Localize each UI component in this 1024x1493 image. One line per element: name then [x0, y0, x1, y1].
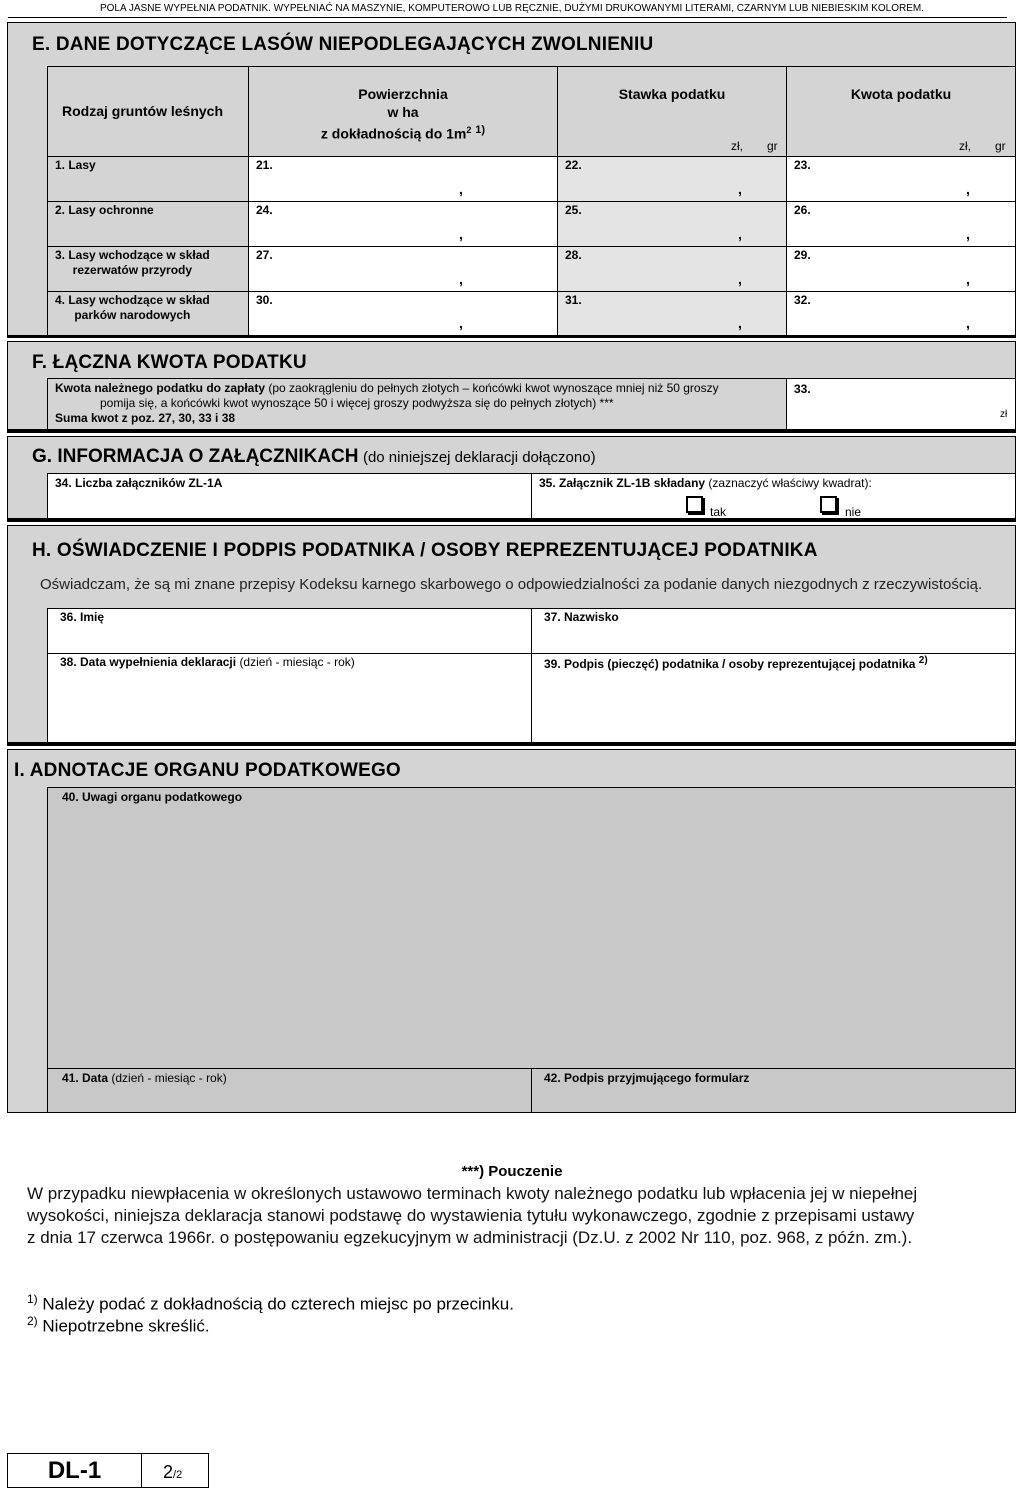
field-27-label: 27. — [256, 248, 273, 262]
footnote-1: $^{1)}$ Należy podać z dokładnością do czterech miejsc po przecinku. — [27, 1292, 514, 1314]
field-32[interactable] — [786, 291, 1016, 336]
field-26-comma: , — [966, 226, 970, 242]
field-33-label: 33. — [794, 382, 811, 396]
field-22[interactable] — [557, 156, 787, 202]
field-25[interactable] — [557, 201, 787, 247]
form-code: DL-1 — [47, 1457, 102, 1484]
checkbox-nie-label: nie — [845, 505, 862, 519]
field-30-label: 30. — [256, 293, 273, 307]
field-24-comma: , — [459, 226, 463, 242]
statement-text: Oświadczam, że są mi znane przepisy Kodeksu karnego skarbowego o odpowiedzialności za podanie danych niezgodnych z rzeczywistością. — [40, 576, 983, 593]
field-24[interactable] — [248, 201, 558, 247]
divider-e-f — [7, 335, 1016, 338]
field-39-label: 39. Podpis (pieczęć) podatnika / osoby reprezentującej podatnika $^{2)}$ — [544, 655, 928, 671]
field-32-comma: , — [966, 315, 970, 331]
page-number: 2/2 — [163, 1462, 183, 1482]
field-28[interactable] — [557, 246, 787, 292]
top-divider — [8, 17, 1007, 18]
field-40 — [47, 787, 1016, 1069]
section-h-title: H. OŚWIADCZENIE I PODPIS PODATNIKA / OSOBY REPREZENTUJĄCEJ PODATNIKA — [32, 540, 818, 561]
col-rate-header — [557, 66, 787, 157]
checkbox-nie[interactable] — [820, 496, 837, 513]
field-40-label: 40. Uwagi organu podatkowego — [62, 790, 243, 804]
field-41-label: 41. Data (dzień - miesiąc - rok) — [62, 1071, 227, 1085]
col-amount-unit-gr: gr — [995, 139, 1006, 153]
field-23-comma: , — [966, 181, 970, 197]
col-amount-label: Kwota podatku — [850, 86, 952, 102]
field-36-label: 36. Imię — [60, 610, 105, 624]
col-rate-unit-gr: gr — [767, 139, 778, 153]
footnote-2: $^{2)}$ Niepotrzebne skreślić. — [27, 1314, 210, 1336]
row4-type-label: 4. Lasy wchodzące w skład parków narodowych — [55, 293, 210, 322]
field-22-comma: , — [738, 181, 742, 197]
field-34-label: 34. Liczba załączników ZL-1A — [55, 476, 223, 490]
field-29-label: 29. — [794, 248, 811, 262]
col-amount-unit-zl: zł, — [959, 139, 971, 153]
row1-type-label: 1. Lasy — [55, 158, 96, 172]
divider-h-i — [7, 743, 1016, 746]
total-label: Kwota należnego podatku do zapłaty (po zaokrągleniu do pełnych złotych – końcówki kwot wynoszące mniej niż 50 groszy pomija się, a końcówki kwot wynoszące 50 i więcej groszy podwyższa się do pełnych złotych) *** Suma kwot z poz. 27, 30, 33 i 38 — [55, 381, 719, 425]
field-21-comma: , — [459, 181, 463, 197]
field-37-label: 37. Nazwisko — [544, 610, 619, 624]
row3-type-label: 3. Lasy wchodzące w skład rezerwatów przyrody — [55, 248, 210, 277]
field-38-label: 38. Data wypełnienia deklaracji (dzień - miesiąc - rok) — [60, 655, 355, 669]
field-29[interactable] — [786, 246, 1016, 292]
divider-f-g — [7, 430, 1016, 433]
field-28-label: 28. — [565, 248, 582, 262]
field-32-label: 32. — [794, 293, 811, 307]
field-30-comma: , — [459, 315, 463, 331]
pouczenie-text: W przypadku niewpłacenia w określonych ustawowo terminach kwoty należnego podatku lub wpłacenia jej w niepełnej wysokości, niniejsza deklaracja stanowi podstawę do wystawienia tytułu wykonawczego, zgodnie z przepisami ustawy z dnia 17 czerwca 1966r. o postępowaniu egzekucyjnym w administracji (Dz.U. z 2002 Nr 110, poz. 968, z późn. zm.). — [27, 1184, 918, 1247]
field-28-comma: , — [738, 271, 742, 287]
pouczenie-title: ***) Pouczenie — [461, 1163, 563, 1180]
field-33[interactable] — [786, 378, 1016, 430]
field-31[interactable] — [557, 291, 787, 336]
col-amount-header — [786, 66, 1016, 157]
field-23[interactable] — [786, 156, 1016, 202]
field-29-comma: , — [966, 271, 970, 287]
col-type-label: Rodzaj gruntów leśnych — [62, 103, 224, 119]
col-area-label: Powierzchnia w ha z dokładnością do $1m^2$ $^{1)}$ — [320, 86, 486, 142]
field-24-label: 24. — [256, 203, 273, 217]
section-i-title: I. ADNOTACJE ORGANU PODATKOWEGO — [14, 760, 401, 781]
field-27[interactable] — [248, 246, 558, 292]
field-30[interactable] — [248, 291, 558, 336]
field-22-label: 22. — [565, 158, 582, 172]
field-26[interactable] — [786, 201, 1016, 247]
checkbox-tak-label: tak — [710, 505, 727, 519]
section-f-title: F. ŁĄCZNA KWOTA PODATKU — [32, 352, 307, 373]
field-33-unit: zł — [1000, 409, 1008, 420]
checkbox-tak[interactable] — [686, 496, 703, 513]
section-e-title: E. DANE DOTYCZĄCE LASÓW NIEPODLEGAJĄCYCH ZWOLNIENIU — [32, 34, 654, 55]
col-rate-unit-zl: zł, — [731, 139, 743, 153]
field-27-comma: , — [459, 271, 463, 287]
field-25-label: 25. — [565, 203, 582, 217]
col-rate-label: Stawka podatku — [618, 86, 726, 102]
field-21[interactable] — [248, 156, 558, 202]
field-25-comma: , — [738, 226, 742, 242]
field-21-label: 21. — [256, 158, 273, 172]
divider-g-h — [7, 519, 1016, 522]
field-42-label: 42. Podpis przyjmującego formularz — [544, 1071, 750, 1085]
field-36[interactable] — [47, 608, 532, 654]
field-35-label: 35. Załącznik ZL-1B składany (zaznaczyć właściwy kwadrat): — [539, 476, 872, 490]
field-31-comma: , — [738, 315, 742, 331]
field-31-label: 31. — [565, 293, 582, 307]
top-instruction: POLA JASNE WYPEŁNIA PODATNIK. WYPEŁNIAĆ NA MASZYNIE, KOMPUTEROWO LUB RĘCZNIE, DUŻYMI DRUKOWANYMI LITERAMI, CZARNYM LUB NIEBIESKIM KOLOREM. — [99, 3, 925, 14]
field-26-label: 26. — [794, 203, 811, 217]
section-g-title: G. INFORMACJA O ZAŁĄCZNIKACH (do niniejszej deklaracji dołączono) — [32, 446, 596, 467]
row2-type-label: 2. Lasy ochronne — [55, 203, 154, 217]
field-23-label: 23. — [794, 158, 811, 172]
